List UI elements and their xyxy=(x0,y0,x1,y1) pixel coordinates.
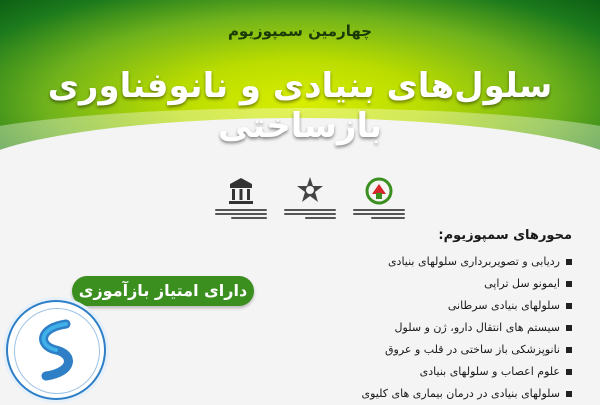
university-emblem-icon xyxy=(226,176,256,206)
bullet-icon xyxy=(566,259,572,265)
topics-heading: محورهای سمپوزیوم: xyxy=(438,228,572,243)
topic-item: سلولهای بنیادی سرطانی xyxy=(312,295,572,317)
event-title: سلول‌های بنیادی و نانوفناوری بازساختی xyxy=(47,66,553,146)
topic-item: علوم اعصاب و سلولهای بنیادی xyxy=(312,361,572,383)
cme-badge: دارای امتیاز بازآموزی xyxy=(72,276,254,306)
star-emblem-caption xyxy=(284,209,336,223)
bullet-icon xyxy=(566,325,572,331)
event-subtitle: چهارمین سمپوزیوم xyxy=(227,22,373,40)
bullet-icon xyxy=(566,369,572,375)
header-banner xyxy=(0,0,600,170)
institute-emblem-icon xyxy=(364,176,394,206)
science-park-emblem-icon xyxy=(8,302,104,398)
star-emblem-logo xyxy=(284,176,336,226)
bullet-icon xyxy=(566,281,572,287)
sponsor-logos xyxy=(215,176,405,226)
university-caption xyxy=(215,209,267,223)
topic-item: سیستم های انتقال دارو، ژن و سلول xyxy=(312,317,572,339)
university-logo xyxy=(215,176,267,226)
science-park-logo xyxy=(6,300,106,400)
topic-item: نانوپزشکی باز ساختی در قلب و عروق xyxy=(312,339,572,361)
symposium-topics xyxy=(312,228,572,405)
topic-item: سلولهای بنیادی در درمان بیماری های کلیوی xyxy=(312,383,572,405)
topic-item: ایمونو سل تراپی xyxy=(312,273,572,295)
bullet-icon xyxy=(566,347,572,353)
bullet-icon xyxy=(566,391,572,397)
star-emblem-icon xyxy=(295,176,325,206)
institute-caption xyxy=(353,209,405,223)
topic-item: ردیابی و تصویربرداری سلولهای بنیادی xyxy=(312,251,572,273)
bullet-icon xyxy=(566,303,572,309)
institute-logo xyxy=(353,176,405,226)
